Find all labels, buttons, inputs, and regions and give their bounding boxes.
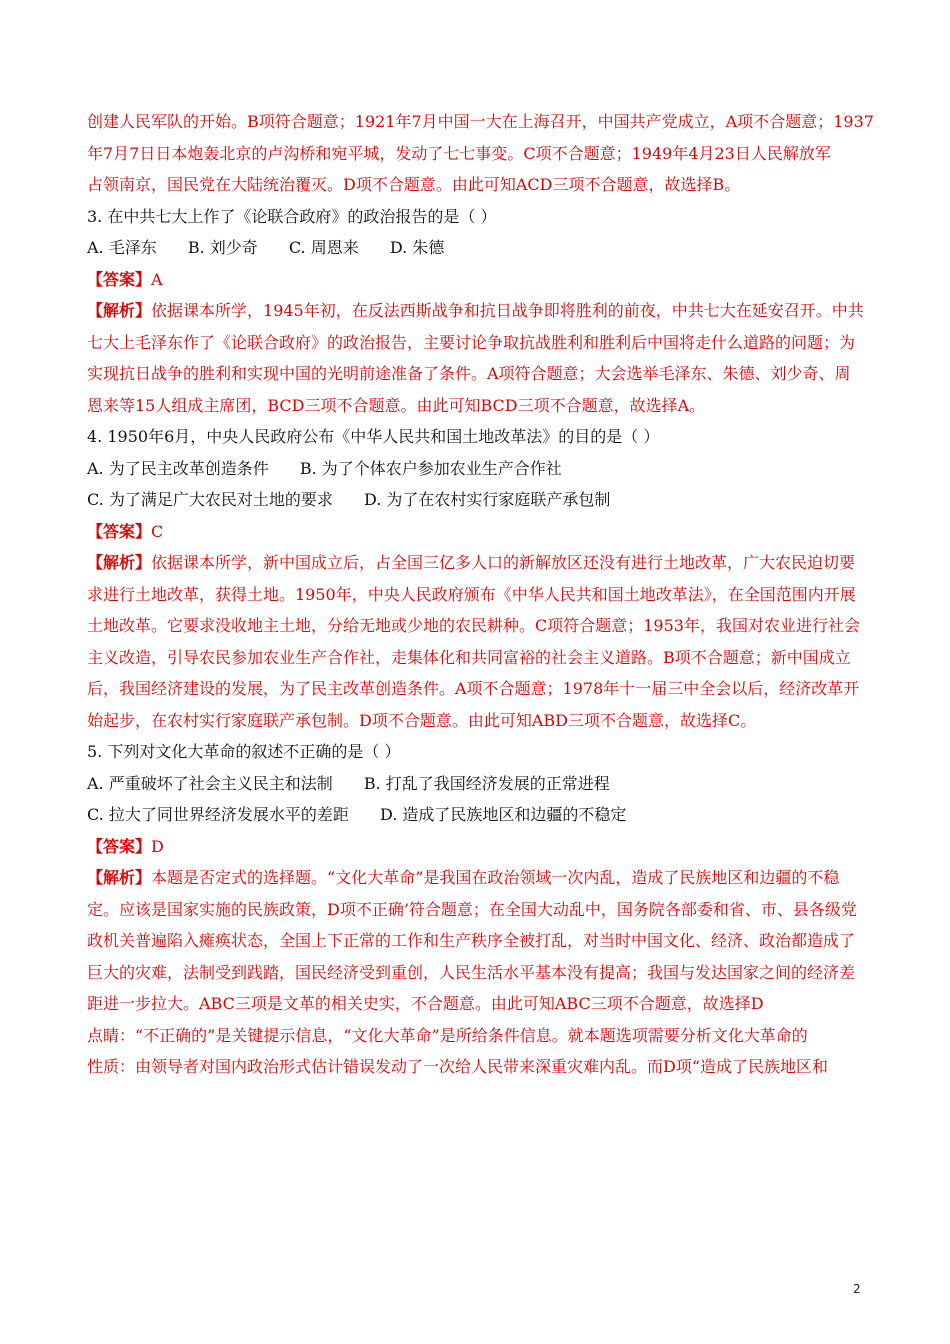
option-d: D. 朱德 [389, 238, 445, 257]
analysis-line: 本题是否定式的选择题。“文化大革命”是我国在政治领域一次内乱，造成了民族地区和边疆的不稳 [151, 868, 840, 887]
analysis-line: 后，我国经济建设的发展，为了民主改革创造条件。A项不合题意；1978年十一届三中全会以后，经济改革开 [87, 679, 860, 698]
question-3-analysis [87, 295, 877, 327]
analysis-line: 巨大的灾难，法制受到践踏，国民经济受到重创，人民生活水平基本没有提高；我国与发达国家之间的经济差 [87, 962, 856, 982]
question-4-analysis [87, 547, 877, 579]
answer-value: A [151, 269, 163, 289]
question-5-analysis [87, 862, 877, 894]
page-number: 2 [853, 1282, 861, 1296]
question-4-stem: 4. 1950年6月，中央人民政府公布《中华人民共和国土地改革法》的目的是（ ） [87, 427, 660, 446]
option-d: D. 造成了民族地区和边疆的不稳定 [379, 805, 627, 824]
answer-label: 【答案】 [87, 836, 152, 856]
question-4-options-row [87, 453, 877, 485]
question-5-answer [87, 831, 877, 863]
analysis-line: 定。应该是国家实施的民族政策，D项不正确’符合题意；在全国大动乱中，国务院各部委和省、市、县各级党 [87, 899, 857, 919]
option-b: B. 打乱了我国经济发展的正常进程 [363, 773, 610, 793]
answer-value: C [151, 521, 164, 541]
question-3-stem: 3. 在中共七大上作了《论联合政府》的政治报告的是（ ） [87, 206, 497, 226]
analysis-line: 距进一步拉大。ABC三项是文革的相关史实，不合题意。由此可知ABC三项不合题意，故选择D [87, 994, 764, 1013]
answer-label: 【答案】 [87, 521, 152, 541]
question-3-answer [87, 264, 877, 296]
question-3-options [87, 232, 877, 264]
question-5-options-row [87, 799, 877, 831]
analysis-line: 依据课本所学，1945年初，在反法西斯战争和抗日战争即将胜利的前夜，中共七大在延安召开。中共 [151, 301, 864, 320]
option-c: C. 为了满足广大农民对土地的要求 [87, 490, 333, 509]
question-4-options-row [87, 484, 877, 516]
document-page [87, 106, 877, 1083]
analysis-line: 创建人民军队的开始。B项符合题意；1921年7月中国一大在上海召开，中国共产党成立，A项不合题意；1937 [87, 112, 874, 131]
answer-value: D [151, 836, 164, 856]
question-4-answer [87, 516, 877, 548]
question-5-options-row [87, 768, 877, 800]
note-line: 性质：由领导者对国内政治形式估计错误发动了一次给人民带来深重灾难内乱。而D项“造成了民族地区和 [87, 1057, 829, 1076]
option-a: A. 为了民主改革创造条件 [87, 458, 269, 478]
analysis-line: 土地改革。它要求没收地主土地，分给无地或少地的农民耕种。C项符合题意；1953年，我国对农业进行社会 [87, 616, 860, 635]
option-c: C. 周恩来 [288, 238, 359, 257]
analysis-line: 政机关普遍陷入瘫痪状态，全国上下正常的工作和生产秩序全被打乱，对当时中国文化、经济、政治都造成了 [87, 931, 856, 950]
analysis-line: 主义改造，引导农民参加农业生产合作社，走集体化和共同富裕的社会主义道路。B项不合题意；新中国成立 [87, 647, 851, 667]
option-b: B. 为了个体农户参加农业生产合作社 [299, 458, 562, 478]
option-d: D. 为了在农村实行家庭联产承包制 [363, 490, 611, 509]
analysis-line: 占领南京，国民党在大陆统治覆灭。D项不合题意。由此可知ACD三项不合题意，故选择B。 [87, 175, 741, 194]
note-line: 点睛：“不正确的”是关键提示信息，“文化大革命”是所给条件信息。就本题选项需要分析文化大革命的 [87, 1025, 808, 1045]
analysis-line: 年7月7日日本炮轰北京的卢沟桥和宛平城，发动了七七事变。C项不合题意；1949年4月23日人民解放军 [87, 143, 831, 163]
question-5-stem: 5. 下列对文化大革命的叙述不正确的是（ ） [87, 742, 401, 761]
option-c: C. 拉大了同世界经济发展水平的差距 [87, 805, 349, 824]
option-a: A. 严重破坏了社会主义民主和法制 [87, 773, 333, 793]
analysis-label: 【解析】 [87, 301, 152, 320]
analysis-line: 求进行土地改革，获得土地。1950年，中央人民政府颁布《中华人民共和国土地改革法》，在全国范围内开展 [87, 584, 856, 604]
analysis-line: 始起步，在农村实行家庭联产承包制。D项不合题意。由此可知ABD三项不合题意，故选择C。 [87, 710, 757, 730]
analysis-label: 【解析】 [87, 553, 152, 572]
analysis-line: 依据课本所学，新中国成立后，占全国三亿多人口的新解放区还没有进行土地改革，广大农民迫切要 [151, 553, 856, 572]
answer-label: 【答案】 [87, 269, 152, 289]
analysis-line: 恩来等15人组成主席团，BCD三项不合题意。由此可知BCD三项不合题意，故选择A。 [87, 395, 706, 415]
analysis-line: 七大上毛泽东作了《论联合政府》的政治报告，主要讨论争取抗战胜利和胜利后中国将走什么道路的问题；为 [87, 332, 856, 352]
option-a: A. 毛泽东 [87, 238, 157, 257]
analysis-label: 【解析】 [87, 868, 152, 887]
option-b: B. 刘少奇 [187, 238, 258, 257]
analysis-line: 实现抗日战争的胜利和实现中国的光明前途准备了条件。A项符合题意；大会选举毛泽东、朱德、刘少奇、周 [87, 364, 851, 383]
